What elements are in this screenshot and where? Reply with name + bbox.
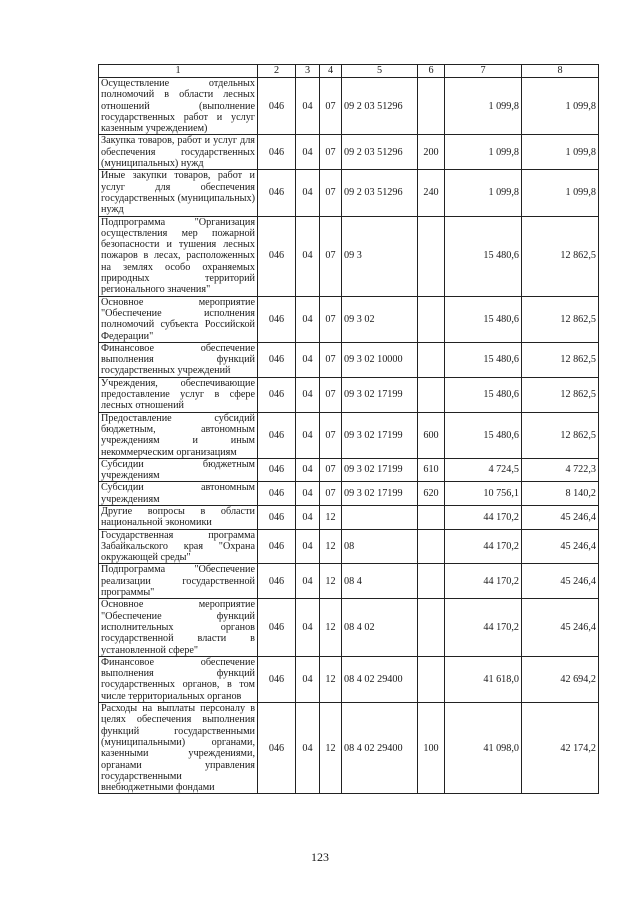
row-name-cell: Государственная программа Забайкальского края "Охрана окружающей среды" bbox=[99, 529, 258, 564]
column-header: 4 bbox=[320, 65, 342, 78]
amount-year-1-cell: 10 756,1 bbox=[445, 482, 522, 506]
amount-year-1-cell: 41 618,0 bbox=[445, 656, 522, 702]
row-name-cell: Иные закупки товаров, работ и услуг для обеспечения государственных (муниципальных) нужд bbox=[99, 170, 258, 216]
amount-year-1-cell: 1 099,8 bbox=[445, 170, 522, 216]
section-code-cell: 04 bbox=[296, 458, 320, 482]
table-row bbox=[99, 656, 599, 702]
section-code-cell: 04 bbox=[296, 482, 320, 506]
ministry-code-cell: 046 bbox=[258, 505, 296, 529]
expense-type-cell bbox=[418, 78, 445, 135]
section-code-cell: 04 bbox=[296, 412, 320, 458]
section-code-cell: 04 bbox=[296, 377, 320, 412]
section-code-cell: 04 bbox=[296, 78, 320, 135]
target-article-cell: 09 2 03 51296 bbox=[342, 170, 418, 216]
subsection-code-cell: 12 bbox=[320, 564, 342, 599]
table-row bbox=[99, 505, 599, 529]
amount-year-2-cell: 45 246,4 bbox=[522, 564, 599, 599]
ministry-code-cell: 046 bbox=[258, 170, 296, 216]
expense-type-cell bbox=[418, 564, 445, 599]
column-header: 5 bbox=[342, 65, 418, 78]
subsection-code-cell: 07 bbox=[320, 342, 342, 377]
row-name-cell: Финансовое обеспечение выполнения функций государственных учреждений bbox=[99, 342, 258, 377]
amount-year-1-cell: 1 099,8 bbox=[445, 78, 522, 135]
row-name-cell: Осуществление отдельных полномочий в области лесных отношений (выполнение государственных работ и услуг казенным учреждением) bbox=[99, 78, 258, 135]
subsection-code-cell: 07 bbox=[320, 296, 342, 342]
amount-year-2-cell: 12 862,5 bbox=[522, 216, 599, 296]
ministry-code-cell: 046 bbox=[258, 377, 296, 412]
expense-type-cell bbox=[418, 296, 445, 342]
subsection-code-cell: 12 bbox=[320, 505, 342, 529]
target-article-cell: 09 3 02 10000 bbox=[342, 342, 418, 377]
ministry-code-cell: 046 bbox=[258, 342, 296, 377]
section-code-cell: 04 bbox=[296, 599, 320, 656]
section-code-cell: 04 bbox=[296, 135, 320, 170]
expense-type-cell: 240 bbox=[418, 170, 445, 216]
ministry-code-cell: 046 bbox=[258, 529, 296, 564]
target-article-cell: 08 4 02 bbox=[342, 599, 418, 656]
expense-type-cell bbox=[418, 529, 445, 564]
ministry-code-cell: 046 bbox=[258, 412, 296, 458]
subsection-code-cell: 12 bbox=[320, 703, 342, 794]
table-row bbox=[99, 482, 599, 506]
header-row bbox=[99, 65, 599, 78]
table-row bbox=[99, 78, 599, 135]
table-row bbox=[99, 135, 599, 170]
ministry-code-cell: 046 bbox=[258, 78, 296, 135]
table-row bbox=[99, 412, 599, 458]
target-article-cell: 08 4 02 29400 bbox=[342, 656, 418, 702]
section-code-cell: 04 bbox=[296, 170, 320, 216]
budget-table-container bbox=[98, 64, 598, 794]
amount-year-1-cell: 1 099,8 bbox=[445, 135, 522, 170]
target-article-cell: 09 3 02 17199 bbox=[342, 377, 418, 412]
amount-year-2-cell: 12 862,5 bbox=[522, 342, 599, 377]
expense-type-cell bbox=[418, 216, 445, 296]
amount-year-2-cell: 12 862,5 bbox=[522, 412, 599, 458]
target-article-cell: 08 bbox=[342, 529, 418, 564]
row-name-cell: Финансовое обеспечение выполнения функций государственных органов, в том числе территориальных органов bbox=[99, 656, 258, 702]
amount-year-1-cell: 41 098,0 bbox=[445, 703, 522, 794]
amount-year-2-cell: 1 099,8 bbox=[522, 170, 599, 216]
row-name-cell: Предоставление субсидий бюджетным, автономным учреждениям и иным некоммерческим организациям bbox=[99, 412, 258, 458]
section-code-cell: 04 bbox=[296, 216, 320, 296]
ministry-code-cell: 046 bbox=[258, 656, 296, 702]
ministry-code-cell: 046 bbox=[258, 703, 296, 794]
amount-year-1-cell: 15 480,6 bbox=[445, 412, 522, 458]
row-name-cell: Расходы на выплаты персоналу в целях обеспечения выполнения функций государственными (муниципальными) органами, казенными учреждениями, органами управления государственными внебюджетными фондами bbox=[99, 703, 258, 794]
section-code-cell: 04 bbox=[296, 564, 320, 599]
amount-year-1-cell: 44 170,2 bbox=[445, 529, 522, 564]
table-row bbox=[99, 599, 599, 656]
table-row bbox=[99, 529, 599, 564]
expense-type-cell: 620 bbox=[418, 482, 445, 506]
target-article-cell: 09 2 03 51296 bbox=[342, 135, 418, 170]
expense-type-cell bbox=[418, 505, 445, 529]
expense-type-cell bbox=[418, 342, 445, 377]
ministry-code-cell: 046 bbox=[258, 216, 296, 296]
amount-year-2-cell: 1 099,8 bbox=[522, 78, 599, 135]
amount-year-2-cell: 12 862,5 bbox=[522, 377, 599, 412]
section-code-cell: 04 bbox=[296, 296, 320, 342]
budget-table bbox=[98, 64, 599, 794]
subsection-code-cell: 07 bbox=[320, 78, 342, 135]
ministry-code-cell: 046 bbox=[258, 482, 296, 506]
expense-type-cell: 600 bbox=[418, 412, 445, 458]
column-header: 2 bbox=[258, 65, 296, 78]
amount-year-1-cell: 15 480,6 bbox=[445, 296, 522, 342]
section-code-cell: 04 bbox=[296, 529, 320, 564]
amount-year-1-cell: 44 170,2 bbox=[445, 505, 522, 529]
column-header: 8 bbox=[522, 65, 599, 78]
subsection-code-cell: 07 bbox=[320, 458, 342, 482]
target-article-cell: 08 4 bbox=[342, 564, 418, 599]
table-row bbox=[99, 296, 599, 342]
section-code-cell: 04 bbox=[296, 656, 320, 702]
column-header: 3 bbox=[296, 65, 320, 78]
target-article-cell: 09 3 02 17199 bbox=[342, 458, 418, 482]
amount-year-2-cell: 12 862,5 bbox=[522, 296, 599, 342]
ministry-code-cell: 046 bbox=[258, 458, 296, 482]
section-code-cell: 04 bbox=[296, 505, 320, 529]
target-article-cell: 09 2 03 51296 bbox=[342, 78, 418, 135]
amount-year-2-cell: 45 246,4 bbox=[522, 505, 599, 529]
target-article-cell: 09 3 02 17199 bbox=[342, 482, 418, 506]
amount-year-2-cell: 8 140,2 bbox=[522, 482, 599, 506]
column-header: 6 bbox=[418, 65, 445, 78]
subsection-code-cell: 12 bbox=[320, 656, 342, 702]
row-name-cell: Субсидии бюджетным учреждениям bbox=[99, 458, 258, 482]
subsection-code-cell: 12 bbox=[320, 599, 342, 656]
table-body bbox=[99, 78, 599, 794]
target-article-cell: 09 3 bbox=[342, 216, 418, 296]
expense-type-cell: 100 bbox=[418, 703, 445, 794]
amount-year-2-cell: 42 694,2 bbox=[522, 656, 599, 702]
page-number: 123 bbox=[311, 850, 329, 864]
table-row bbox=[99, 703, 599, 794]
row-name-cell: Подпрограмма "Обеспечение реализации государственной программы" bbox=[99, 564, 258, 599]
row-name-cell: Другие вопросы в области национальной экономики bbox=[99, 505, 258, 529]
column-header: 1 bbox=[99, 65, 258, 78]
table-row bbox=[99, 342, 599, 377]
amount-year-1-cell: 15 480,6 bbox=[445, 377, 522, 412]
expense-type-cell bbox=[418, 599, 445, 656]
target-article-cell: 09 3 02 17199 bbox=[342, 412, 418, 458]
ministry-code-cell: 046 bbox=[258, 135, 296, 170]
ministry-code-cell: 046 bbox=[258, 296, 296, 342]
row-name-cell: Подпрограмма "Организация осуществления мер пожарной безопасности и тушения лесных пожаров в лесах, расположенных на землях особо охраняемых природных территорий регионального значения" bbox=[99, 216, 258, 296]
amount-year-1-cell: 44 170,2 bbox=[445, 564, 522, 599]
row-name-cell: Основное мероприятие "Обеспечение исполнения полномочий субъекта Российской Федерации" bbox=[99, 296, 258, 342]
ministry-code-cell: 046 bbox=[258, 564, 296, 599]
subsection-code-cell: 07 bbox=[320, 482, 342, 506]
amount-year-2-cell: 42 174,2 bbox=[522, 703, 599, 794]
row-name-cell: Учреждения, обеспечивающие предоставление услуг в сфере лесных отношений bbox=[99, 377, 258, 412]
section-code-cell: 04 bbox=[296, 703, 320, 794]
expense-type-cell bbox=[418, 377, 445, 412]
table-row bbox=[99, 216, 599, 296]
target-article-cell: 08 4 02 29400 bbox=[342, 703, 418, 794]
table-row bbox=[99, 564, 599, 599]
table-row bbox=[99, 170, 599, 216]
amount-year-2-cell: 4 722,3 bbox=[522, 458, 599, 482]
amount-year-1-cell: 15 480,6 bbox=[445, 216, 522, 296]
subsection-code-cell: 07 bbox=[320, 170, 342, 216]
amount-year-1-cell: 4 724,5 bbox=[445, 458, 522, 482]
subsection-code-cell: 12 bbox=[320, 529, 342, 564]
row-name-cell: Субсидии автономным учреждениям bbox=[99, 482, 258, 506]
section-code-cell: 04 bbox=[296, 342, 320, 377]
amount-year-1-cell: 44 170,2 bbox=[445, 599, 522, 656]
table-row bbox=[99, 458, 599, 482]
column-header: 7 bbox=[445, 65, 522, 78]
amount-year-2-cell: 45 246,4 bbox=[522, 529, 599, 564]
amount-year-2-cell: 1 099,8 bbox=[522, 135, 599, 170]
row-name-cell: Закупка товаров, работ и услуг для обеспечения государственных (муниципальных) нужд bbox=[99, 135, 258, 170]
subsection-code-cell: 07 bbox=[320, 412, 342, 458]
expense-type-cell: 610 bbox=[418, 458, 445, 482]
row-name-cell: Основное мероприятие "Обеспечение функций исполнительных органов государственной власти в установленной сфере" bbox=[99, 599, 258, 656]
expense-type-cell bbox=[418, 656, 445, 702]
amount-year-2-cell: 45 246,4 bbox=[522, 599, 599, 656]
target-article-cell: 09 3 02 bbox=[342, 296, 418, 342]
target-article-cell bbox=[342, 505, 418, 529]
subsection-code-cell: 07 bbox=[320, 377, 342, 412]
amount-year-1-cell: 15 480,6 bbox=[445, 342, 522, 377]
expense-type-cell: 200 bbox=[418, 135, 445, 170]
subsection-code-cell: 07 bbox=[320, 135, 342, 170]
subsection-code-cell: 07 bbox=[320, 216, 342, 296]
table-row bbox=[99, 377, 599, 412]
ministry-code-cell: 046 bbox=[258, 599, 296, 656]
